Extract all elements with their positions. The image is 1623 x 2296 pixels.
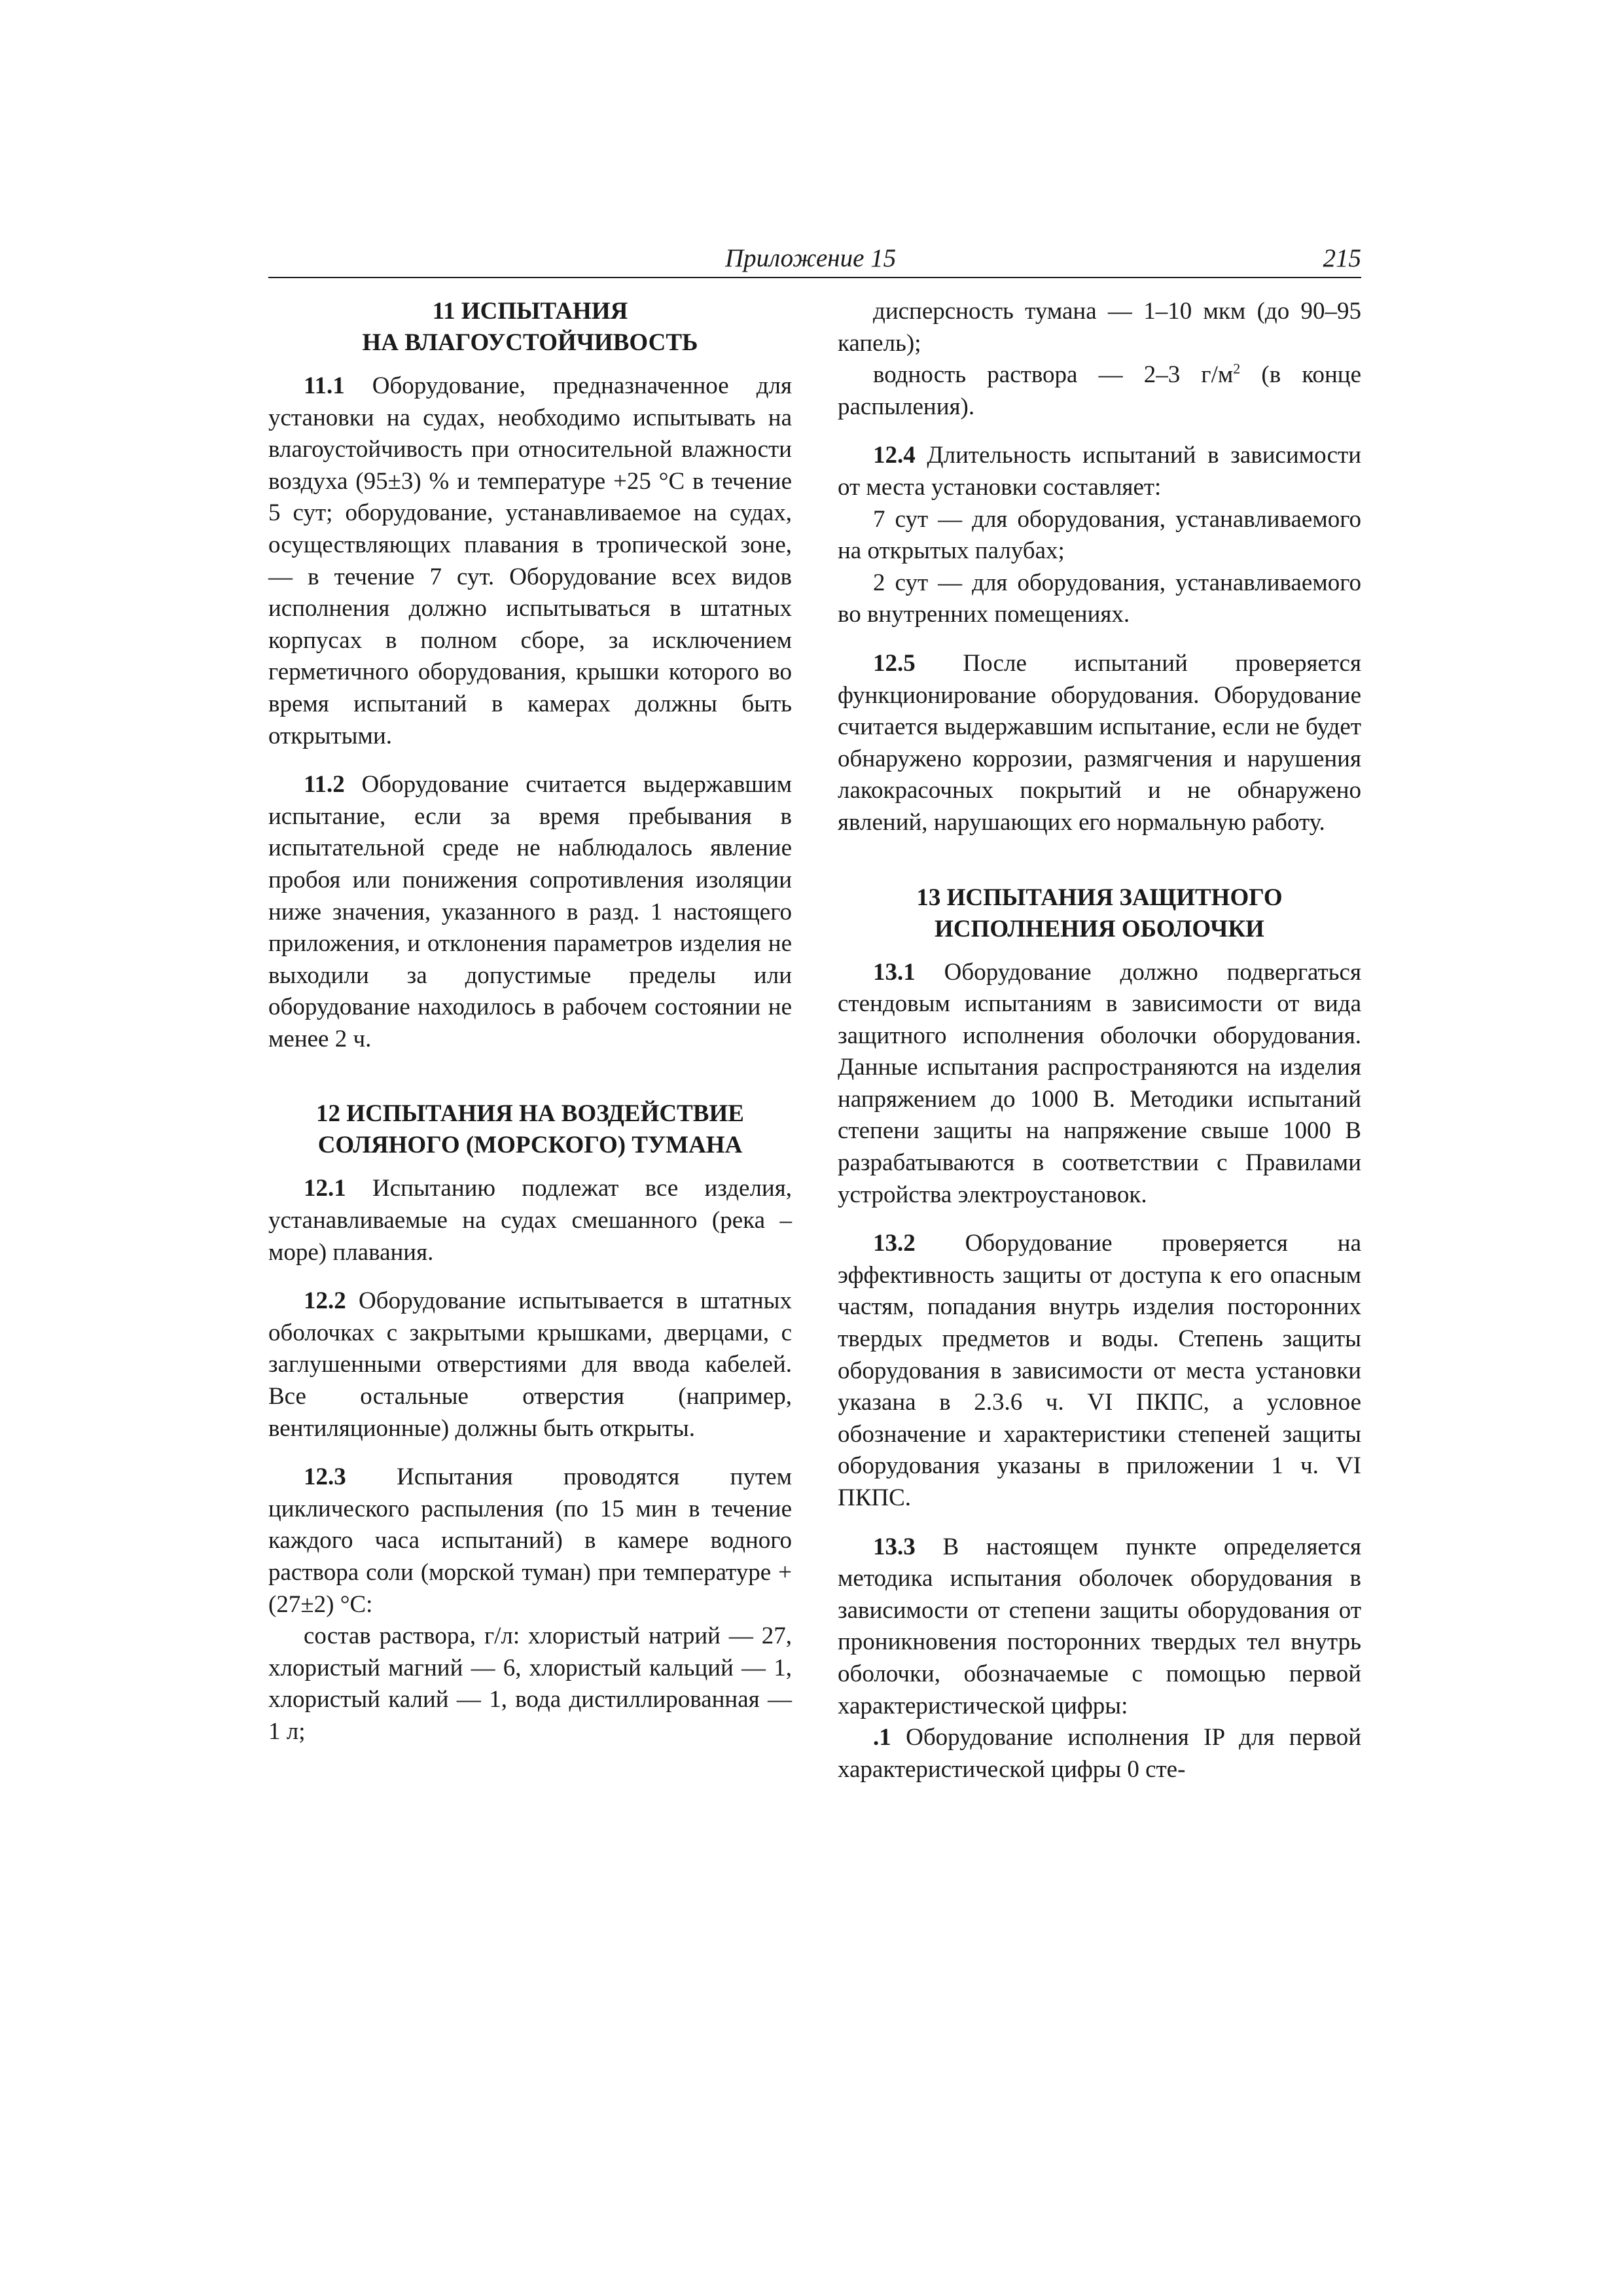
paragraph-number: 11.1 <box>304 372 345 399</box>
paragraph-text: Оборудование, предназначенное для установки на судах, необходимо испытывать на влагоустойчивость при относительной влажности воздуха (95±3) % и температуре +25 °С в течение 5 сут; оборудование, устанавливаемое на судах, осуществляющих плавания в тропической зоне, — в течение 7 сут. Оборудование всех видов исполнения должно испытываться в штатных корпусах в полном сборе, за исключением герметичного оборудования, крышки которого во время испытаний в камерах должны быть открытыми. <box>268 372 792 749</box>
paragraph-12-4-item-1: 7 сут — для оборудования, устанавливаемого на открытых палубах; <box>838 505 1361 565</box>
paragraph-number: 12.5 <box>873 649 916 677</box>
paragraph-11-1 <box>268 370 792 752</box>
running-header <box>268 242 1361 275</box>
paragraph-number: .1 <box>873 1724 891 1751</box>
paragraph-11-2 <box>268 769 792 1055</box>
paragraph-12-5 <box>838 648 1361 839</box>
paragraph-number: 12.3 <box>304 1463 346 1491</box>
page-number: 215 <box>1323 244 1361 272</box>
paragraph-13-2 <box>838 1228 1361 1514</box>
paragraph-text: В настоящем пункте определяется методика испытания оболочек оборудования в зависимости от степени защиты оборудования от проникновения посторонних твердых тел внутрь оболочки, обозначаемые с помощью первой характеристической цифры: <box>838 1533 1361 1719</box>
section-11-title <box>268 296 792 359</box>
paragraph-text: Длительность испытаний в зависимости от места установки составляет: <box>838 442 1361 501</box>
paragraph-13-1 <box>838 957 1361 1211</box>
header-rule <box>268 277 1361 278</box>
section-12-title-line-1: 12 ИСПЫТАНИЯ НА ВОЗДЕЙСТВИЕ <box>316 1100 744 1128</box>
paragraph-number: 12.1 <box>304 1175 346 1202</box>
left-column <box>268 296 792 1748</box>
section-13-title-line-1: 13 ИСПЫТАНИЯ ЗАЩИТНОГО <box>916 884 1283 911</box>
section-11-title-line-1: 11 ИСПЫТАНИЯ <box>432 298 628 325</box>
paragraph-13-3-1 <box>838 1722 1361 1785</box>
paragraph-12-3 <box>268 1462 792 1621</box>
paragraph-text: Оборудование исполнения IP для первой характеристической цифры 0 сте- <box>838 1724 1361 1783</box>
paragraph-number: 12.2 <box>304 1287 346 1315</box>
paragraph-number: 13.3 <box>873 1533 916 1560</box>
section-12-title-line-2: СОЛЯНОГО (МОРСКОГО) ТУМАНА <box>317 1132 743 1159</box>
paragraph-13-3 <box>838 1532 1361 1723</box>
paragraph-text: Оборудование проверяется на эффективность защиты от доступа к его опасным частям, попадания внутрь изделия посторонних твердых предметов и воды. Степень защиты оборудования в зависимости от места установки указана в 2.3.6 ч. VI ПКПС, а условное обозначение и характеристики степеней защиты оборудования указаны в приложении 1 ч. VI ПКПС. <box>838 1230 1361 1511</box>
paragraph-12-3-composition: состав раствора, г/л: хлористый натрий — 27, хлористый магний — 6, хлористый кальций — 1, хлористый калий — 1, вода дистиллированная — 1 л; <box>268 1623 792 1745</box>
section-name: Приложение 15 <box>725 244 897 272</box>
section-13-title-line-2: ИСПОЛНЕНИЯ ОБОЛОЧКИ <box>935 915 1264 942</box>
superscript: 2 <box>1233 360 1241 377</box>
paragraph-12-1 <box>268 1173 792 1268</box>
section-13-title <box>838 882 1361 945</box>
paragraph-text: Испытанию подлежат все изделия, устанавливаемые на судах смешанного (река – море) плавания. <box>268 1175 792 1266</box>
paragraph-number: 12.4 <box>873 442 916 469</box>
paragraph-12-4 <box>838 440 1361 503</box>
paragraph-number: 11.2 <box>304 771 345 798</box>
paragraph-12-2 <box>268 1285 792 1444</box>
paragraph-text: Оборудование должно подвергаться стендовым испытаниям в зависимости от вида защитного исполнения оболочки оборудования. Данные испытания распространяются на изделия напряжением до 1000 В. Методики испытаний степени защиты на напряжение свыше 1000 В разрабатываются в соответствии с Правилами устройства электроустановок. <box>838 958 1361 1208</box>
paragraph-text: Оборудование считается выдержавшим испытание, если за время пребывания в испытательной среде не наблюдалось явление пробоя или понижения сопротивления изоляции ниже значения, указанного в разд. 1 настоящего приложения, и отклонения параметров изделия не выходили за допустимые пределы или оборудование находилось в рабочем состоянии не менее 2 ч. <box>268 771 792 1052</box>
right-column <box>838 296 1361 1785</box>
paragraph-12-3-dispersion: дисперсность тумана — 1–10 мкм (до 90–95 капель); <box>838 298 1361 357</box>
water-content-text: водность раствора — 2–3 г/м <box>873 361 1234 389</box>
paragraph-text: Оборудование испытывается в штатных оболочках с закрытыми крышками, дверцами, с заглушенными отверстиями для ввода кабелей. Все остальные отверстия (например, вентиляционные) должны быть открыты. <box>268 1287 792 1442</box>
paragraph-number: 13.1 <box>873 958 916 986</box>
paragraph-text: После испытаний проверяется функционирование оборудования. Оборудование считается выдержавшим испытание, если не будет обнаружено коррозии, размягчения и нарушения лакокрасочных покрытий и не обнаружено явлений, нарушающих его нормальную работу. <box>838 649 1361 836</box>
paragraph-number: 13.2 <box>873 1230 916 1257</box>
water-content-text-end: (в конце распыления). <box>838 361 1361 420</box>
paragraph-text: Испытания проводятся путем циклического распыления (по 15 мин в течение каждого часа испытаний) в камере водного раствора соли (морской туман) при температуре +(27±2) °С: <box>268 1463 792 1618</box>
section-11-title-line-2: НА ВЛАГОУСТОЙЧИВОСТЬ <box>362 329 698 356</box>
paragraph-12-3-water-content <box>838 359 1361 423</box>
section-12-title <box>268 1098 792 1161</box>
paragraph-12-4-item-2: 2 сут — для оборудования, устанавливаемого во внутренних помещениях. <box>838 569 1361 628</box>
